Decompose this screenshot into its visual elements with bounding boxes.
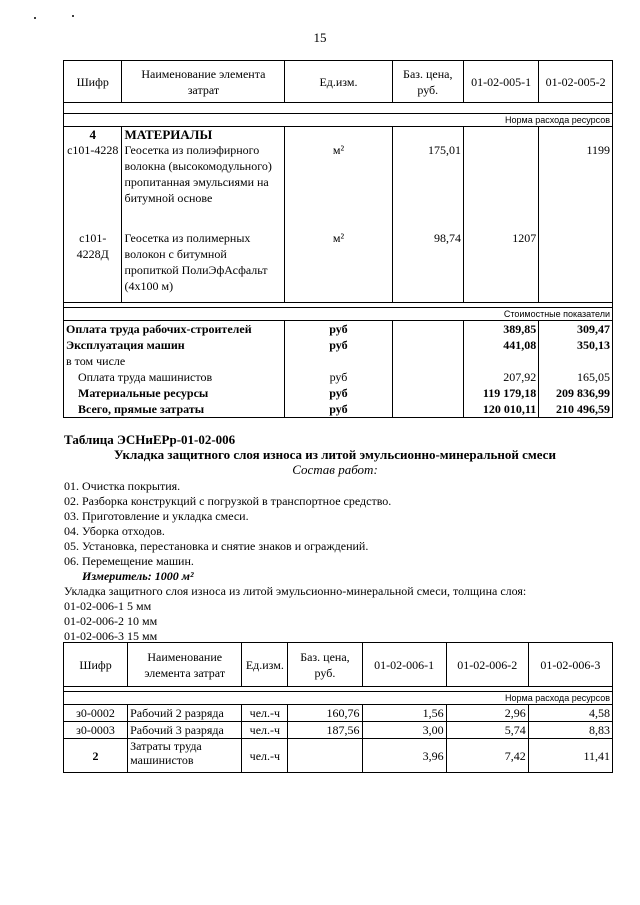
header-col3: 01-02-006-3 (528, 643, 612, 687)
item-unit: м² (285, 230, 392, 302)
variant: 01-02-006-2 10 мм (64, 614, 158, 628)
header-name: Наименование элемента затрат (128, 643, 242, 687)
total-name: Затраты труда машинистов (128, 739, 242, 773)
work-item: 04. Уборка отходов. (64, 524, 165, 538)
work-item: 02. Разборка конструкций с погрузкой в транспортное средство. (64, 494, 392, 508)
cost-unit (285, 353, 392, 369)
row-v3: 4,58 (528, 705, 612, 722)
item-v1: 1207 (463, 230, 538, 302)
item-unit: м² (285, 142, 392, 230)
header-col2: 01-02-006-2 (446, 643, 528, 687)
total-code: 2 (64, 739, 128, 773)
item-price: 175,01 (392, 142, 463, 230)
item-price: 98,74 (392, 230, 463, 302)
row-name: Рабочий 3 разряда (128, 722, 242, 739)
item-name: Геосетка из полиэфирного волокна (высокомодульного) пропитанная эмульсиями на битумной основе (122, 142, 285, 230)
scan-speck (72, 15, 74, 17)
table-title: Таблица ЭСНиЕРр-01-02-006 (64, 432, 236, 447)
row-v1: 3,00 (362, 722, 446, 739)
cost-label: Стоимостные показатели (64, 307, 613, 320)
works-title: Состав работ: (292, 462, 378, 477)
work-item: 03. Приготовление и укладка смеси. (64, 509, 249, 523)
cost-unit: руб (285, 385, 392, 401)
cost-v2: 210 496,59 (539, 401, 613, 418)
item-v2: 1199 (539, 142, 613, 230)
work-item: 05. Установка, перестановка и снятие знаков и ограждений. (64, 539, 369, 553)
measure-unit: Измеритель: 1000 м² (82, 569, 194, 583)
row-name: Рабочий 2 разряда (128, 705, 242, 722)
row-unit: чел.-ч (242, 722, 288, 739)
work-item: 06. Перемещение машин. (64, 554, 194, 568)
cost-name: Всего, прямые затраты (64, 401, 285, 418)
page-number: 15 (313, 30, 327, 45)
header-col1: 01-02-006-1 (362, 643, 446, 687)
cost-v1: 389,85 (463, 320, 538, 337)
cost-name: Оплата труда рабочих-строителей (64, 320, 285, 337)
item-v1 (463, 142, 538, 230)
header-name: Наименование элемента затрат (122, 61, 285, 103)
cost-name: Материальные ресурсы (64, 385, 285, 401)
header-col2: 01-02-005-2 (539, 61, 613, 103)
row-code: з0-0003 (64, 722, 128, 739)
row-v1: 1,56 (362, 705, 446, 722)
header-code: Шифр (64, 61, 122, 103)
row-unit: чел.-ч (242, 705, 288, 722)
header-unit: Ед.изм. (242, 643, 288, 687)
cost-v1: 441,08 (463, 337, 538, 353)
norm-label: Норма расхода ресурсов (64, 114, 613, 127)
cost-v2: 350,13 (539, 337, 613, 353)
cost-v2: 209 836,99 (539, 385, 613, 401)
description: Укладка защитного слоя износа из литой эмульсионно-минеральной смеси, толщина слоя: (64, 584, 527, 598)
cost-unit: руб (285, 401, 392, 418)
variant: 01-02-006-1 5 мм (64, 599, 152, 613)
total-price (288, 739, 362, 773)
spacer-row (64, 103, 613, 114)
cost-v2 (539, 353, 613, 369)
item-name: Геосетка из полимерных волокон с битумной пропиткой ПолиЭфАсфальт (4х100 м) (122, 230, 285, 302)
section-title: МАТЕРИАЛЫ (122, 127, 285, 143)
cost-unit: руб (285, 337, 392, 353)
row-price: 187,56 (288, 722, 362, 739)
cost-name: в том числе (64, 353, 285, 369)
cost-unit: руб (285, 320, 392, 337)
total-v3: 11,41 (528, 739, 612, 773)
total-v1: 3,96 (362, 739, 446, 773)
cost-name: Оплата труда машинистов (64, 369, 285, 385)
resource-table-01-02-005 (63, 60, 613, 418)
row-code: з0-0002 (64, 705, 128, 722)
header-col1: 01-02-005-1 (463, 61, 538, 103)
work-item: 01. Очистка покрытия. (64, 479, 181, 493)
cost-v1: 120 010,11 (463, 401, 538, 418)
cost-v1: 119 179,18 (463, 385, 538, 401)
header-price: Баз. цена, руб. (288, 643, 362, 687)
norm-label: Норма расхода ресурсов (64, 692, 613, 705)
cost-unit: руб (285, 369, 392, 385)
total-unit: чел.-ч (242, 739, 288, 773)
header-code: Шифр (64, 643, 128, 687)
cost-v1 (463, 353, 538, 369)
item-code: с101-4228Д (64, 230, 122, 302)
cost-name: Эксплуатация машин (64, 337, 285, 353)
item-v2 (539, 230, 613, 302)
row-v2: 2,96 (446, 705, 528, 722)
variant: 01-02-006-3 15 мм (64, 629, 158, 643)
item-code: с101-4228 (64, 142, 122, 230)
section-number: 4 (64, 127, 122, 143)
cost-v1: 207,92 (463, 369, 538, 385)
header-unit: Ед.изм. (285, 61, 392, 103)
total-v2: 7,42 (446, 739, 528, 773)
scan-speck (34, 17, 36, 19)
cost-v2: 309,47 (539, 320, 613, 337)
row-price: 160,76 (288, 705, 362, 722)
row-v3: 8,83 (528, 722, 612, 739)
table-subtitle: Укладка защитного слоя износа из литой эмульсионно-минеральной смеси (114, 447, 556, 462)
row-v2: 5,74 (446, 722, 528, 739)
cost-v2: 165,05 (539, 369, 613, 385)
resource-table-01-02-006 (63, 642, 613, 773)
header-price: Баз. цена, руб. (392, 61, 463, 103)
